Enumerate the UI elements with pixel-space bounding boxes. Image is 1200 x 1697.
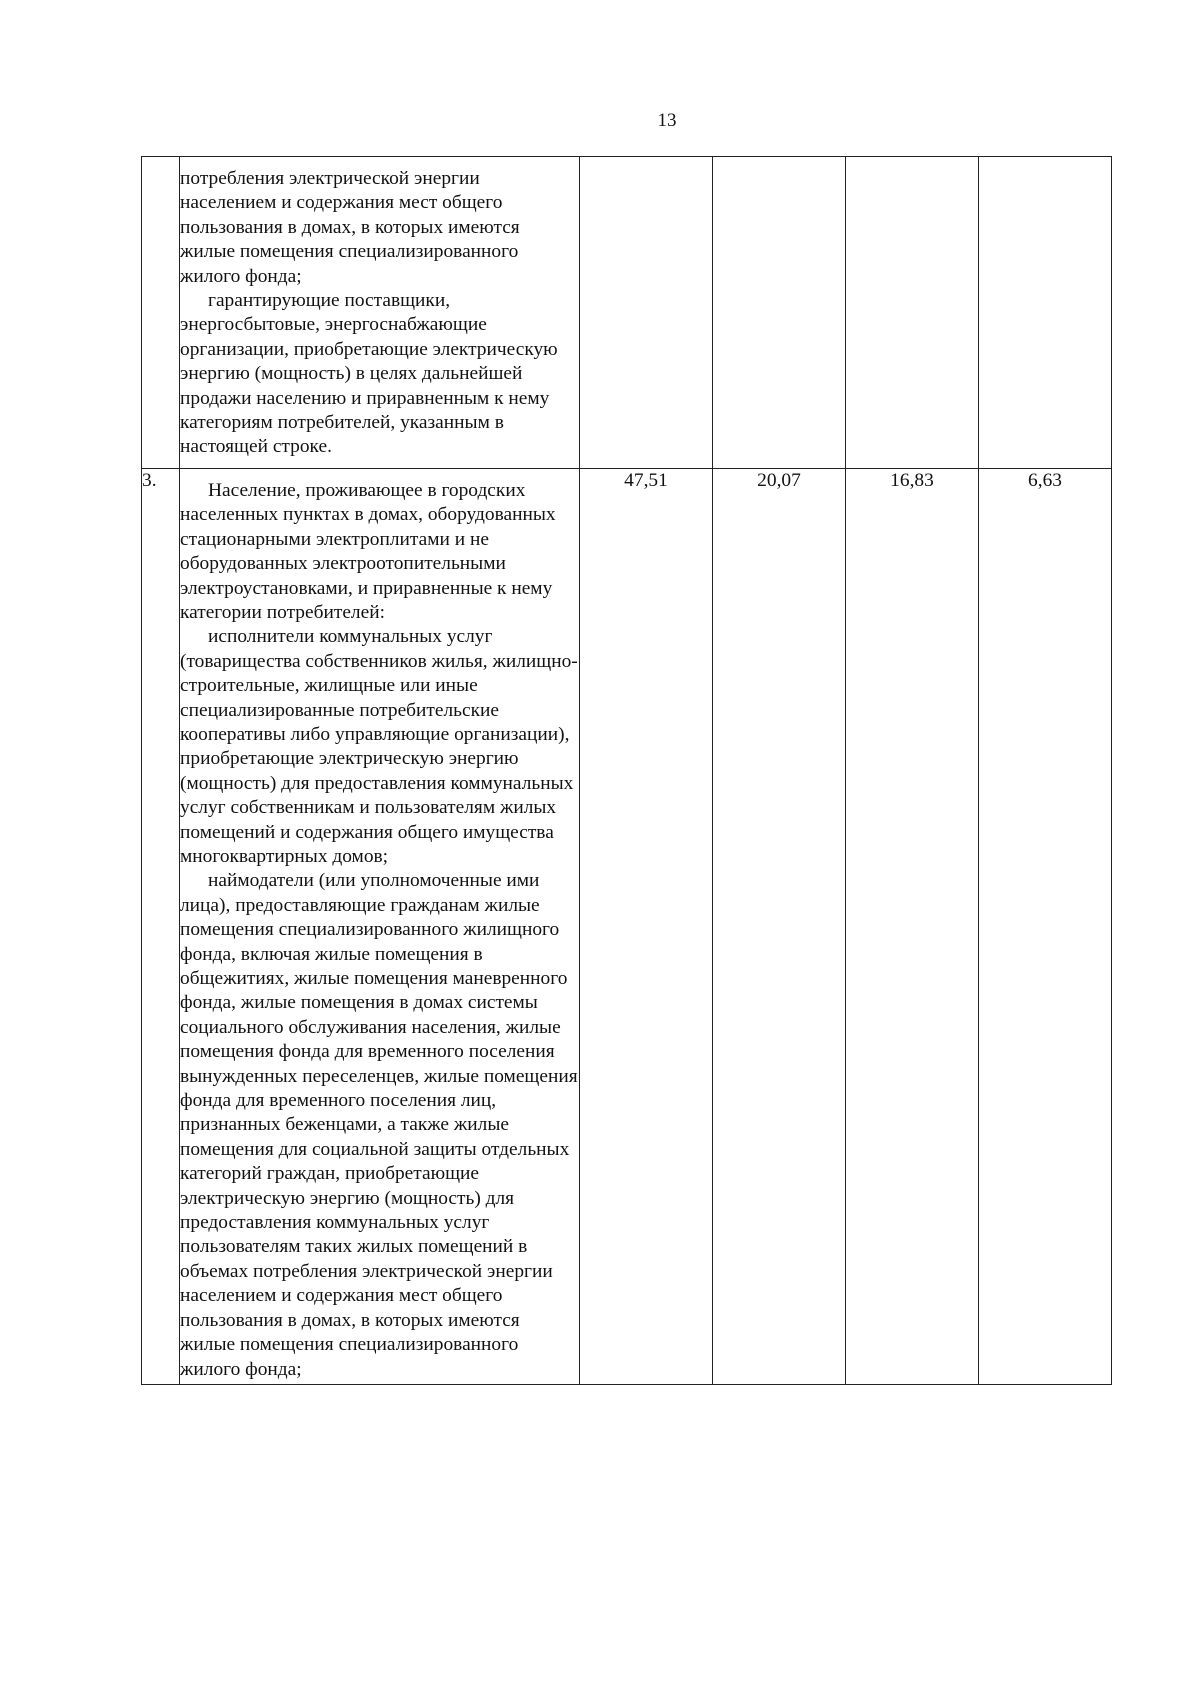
value-cell: 6,63 xyxy=(979,468,1112,1384)
tariff-table xyxy=(141,156,1112,1385)
row-description-cell xyxy=(180,468,580,1384)
description-paragraph: исполнители коммунальных услуг (товарищества собственников жилья, жилищно-строительные, жилищные или иные специализированные потребительские кооперативы либо управляющие организации), приобретающие электрическую энергию (мощность) для предоставления коммунальных услуг собственникам и пользователям жилых помещений и содержания общего имущества многоквартирных домов; xyxy=(180,626,578,867)
value-cell xyxy=(979,157,1112,469)
page-number-text: 13 xyxy=(657,110,677,131)
value-cell: 20,07 xyxy=(713,468,846,1384)
row-number-cell: 3. xyxy=(142,468,180,1384)
value-cell xyxy=(580,157,713,469)
row-description-cell xyxy=(180,157,580,469)
description-paragraph: Население, проживающее в городских населенных пунктах в домах, оборудованных стационарными электроплитами и не оборудованных электроотопительными электроустановками, и приравненные к нему категории потребителей: xyxy=(180,479,556,623)
value-cell xyxy=(846,157,979,469)
table-row xyxy=(142,468,1112,1384)
description-paragraph: гарантирующие поставщики, энергосбытовые, энергоснабжающие организации, приобретающие электрическую энергию (мощность) в целях дальнейшей продажи населению и приравненным к нему категориям потребителей, указанным в настоящей строке. xyxy=(180,290,558,458)
value-cell: 47,51 xyxy=(580,468,713,1384)
row-number-cell xyxy=(142,157,180,469)
table-row xyxy=(142,157,1112,469)
value-cell: 16,83 xyxy=(846,468,979,1384)
page-number xyxy=(0,110,1200,132)
value-cell xyxy=(713,157,846,469)
description-paragraph: потребления электрической энергии населением и содержания мест общего пользования в домах, в которых имеются жилые помещения специализированного жилого фонда; xyxy=(180,168,520,287)
description-paragraph: наймодатели (или уполномоченные ими лица), предоставляющие гражданам жилые помещения специализированного жилищного фонда, включая жилые помещения в общежитиях, жилые помещения маневренного фонда, жилые помещения в домах системы социального обслуживания населения, жилые помещения фонда для временного поселения вынужденных переселенцев, жилые помещения фонда для временного поселения лиц, признанных беженцами, а также жилые помещения для социальной защиты отдельных категорий граждан, приобретающие электрическую энергию (мощность) для предоставления коммунальных услуг пользователям таких жилых помещений в объемах потребления электрической энергии населением и содержания мест общего пользования в домах, в которых имеются жилые помещения специализированного жилого фонда; xyxy=(180,870,578,1380)
